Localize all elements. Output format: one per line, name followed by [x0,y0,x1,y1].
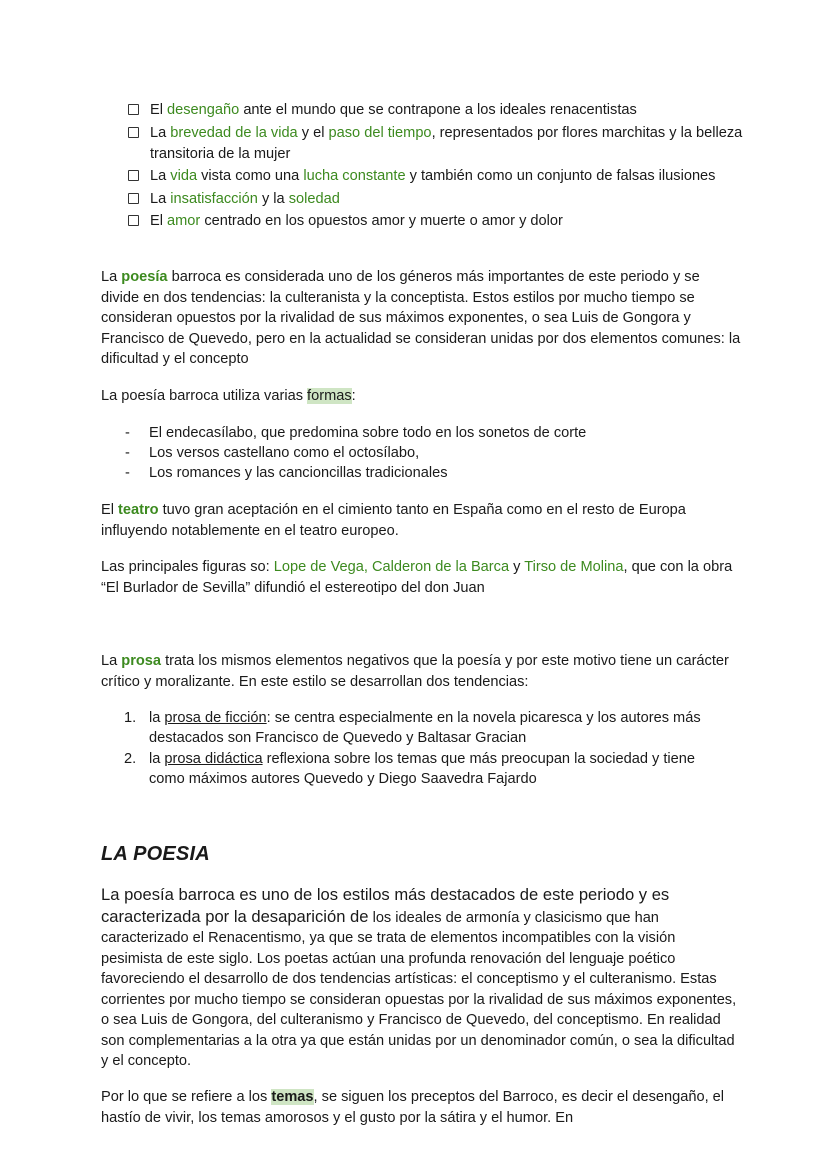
underlined-term: prosa de ficción [164,710,267,726]
list-item: - Los romances y las cancioncillas tradicionales [125,465,448,482]
teatro-paragraph: El teatro tuvo gran aceptación en el cimiento tanto en España como en el resto de Europa influyendo notablemente en el teatro europeo. [101,502,686,539]
checklist-item: La insatisfacción y la soledad [128,189,748,210]
keyword: brevedad de la vida [170,124,298,141]
keyword: amor [167,213,201,229]
poesia-description-paragraph: La poesía barroca es uno de los estilos más destacados de este periodo y es caracterizada por la desaparición de los ideales de armonía y clasicismo que han caracterizado el Renacentismo, ya que se trata de elementos incompatibles con la visión pesimista de este siglo. Los poetas actúan una profunda renovación del lenguaje poético favoreciendo el desarrollo de dos tendencias artísticas: el conceptismo y el culteranismo. Estas corrientes por mucho tiempo se consideran opuestas por la rivalidad de sus máximos exponentes, o sea Luis de Gongora, del culteranismo y Francisco de Quevedo, del conceptismo. En realidad son complementarias a la otra ya que están unidas por un denominador común, o sea la dificultad y el concepto. [101,885,737,1069]
prosa-paragraph: La prosa trata los mismos elementos negativos que la poesía y por este motivo tiene un carácter crítico y moralizante. En este estilo se desarrollan dos tendencias: [101,653,729,690]
checkbox[interactable] [128,127,139,138]
list-item: 2. la prosa didáctica reflexiona sobre los temas que más preocupan la sociedad y tiene como máximos autores Quevedo y Diego Saavedra Fajardo [124,750,695,787]
list-item: 1. la prosa de ficción: se centra especialmente en la novela picaresca y los autores más destacados son Francisco de Quevedo y Baltasar Gracian [124,710,701,747]
highlighted-keyword: formas [307,388,352,404]
temas-paragraph: Por lo que se refiere a los temas, se siguen los preceptos del Barroco, es decir el desengaño, el hastío de vivir, los temas amorosos y el gusto por la sátira y el humor. En [101,1089,725,1126]
checklist-item: La vida vista como una lucha constante y también como un conjunto de falsas ilusiones [128,166,748,187]
keyword: lucha constante [303,168,406,184]
checklist [128,100,748,234]
poesia-intro-paragraph: La poesía barroca es considerada uno de los géneros más importantes de este periodo y se divide en dos tendencias: la culteranista y la conceptista. Estos estilos por mucho tiempo se consideran opuestos por la rivalidad de sus máximos exponentes, o sea Luis de Gongora y Francisco de Quevedo, pero en la actualidad se consideran unidas por dos elementos comunes: la dificultad y el concepto [101,269,741,367]
figuras-paragraph: Las principales figuras so: Lope de Vega, Calderon de la Barca y Tirso de Molina, que con la obra “El Burlador de Sevilla” difundió el estereotipo del don Juan [101,559,733,596]
keyword: Tirso de Molina [524,559,624,575]
checklist-item: La brevedad de la vida y el paso del tiempo, representados por flores marchitas y la belleza transitoria de la mujer [128,123,748,165]
keyword: poesía [121,269,168,285]
keyword: teatro [118,502,159,518]
section-heading: LA POESIA [101,843,210,865]
keyword: soledad [288,190,340,207]
checkbox[interactable] [128,170,139,181]
checklist-item: El desengaño ante el mundo que se contrapone a los ideales renacentistas [128,100,748,121]
checkbox[interactable] [128,104,139,115]
underlined-term: prosa didáctica [164,750,263,767]
checkbox[interactable] [128,193,139,204]
list-item: - Los versos castellano como el octosílabo, [125,445,420,462]
keyword: insatisfacción [170,190,258,207]
keyword: paso del tiempo [328,124,432,141]
keyword: desengaño [167,102,240,118]
keyword: Lope de Vega, Calderon de la Barca [273,559,510,575]
prosa-list [122,708,732,789]
keyword: vida [170,168,198,184]
keyword: prosa [121,653,162,669]
highlighted-keyword: temas [271,1089,314,1105]
formas-intro-paragraph: La poesía barroca utiliza varias formas: [101,388,356,404]
list-item: - El endecasílabo, que predomina sobre todo en los sonetos de corte [125,425,587,441]
checkbox[interactable] [128,215,139,226]
checklist-item: El amor centrado en los opuestos amor y muerte o amor y dolor [128,211,748,232]
formas-list [122,423,722,484]
